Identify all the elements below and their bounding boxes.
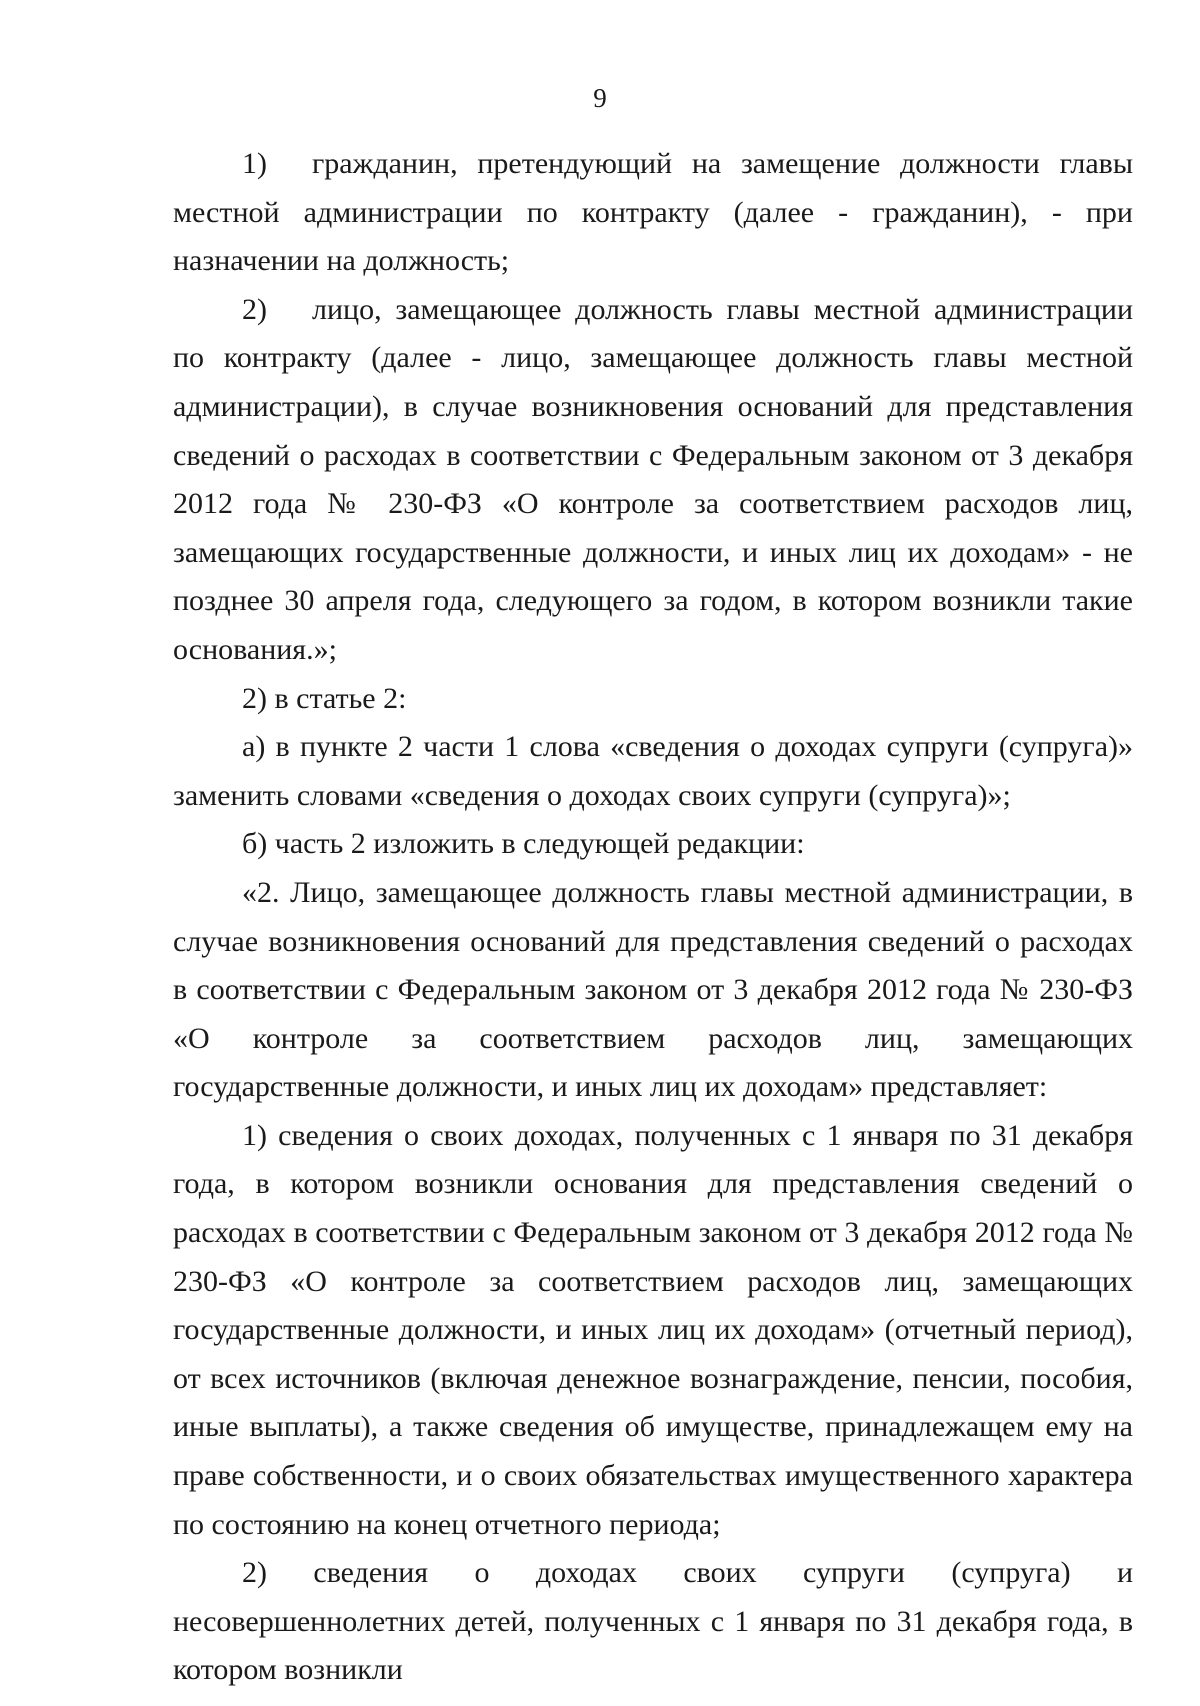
paragraph-item-1-citizen: 1) гражданин, претендующий на замещение должности главы местной администрации по контракту (далее - гражданин), - при назначении на должность; — [173, 147, 1133, 278]
paragraph-item-2-person: 2) лицо, замещающее должность главы местной администрации по контракту (далее - лицо, замещающее должность главы местной администрации), в случае возникновения оснований для представления сведений о расходах в соответствии с Федеральным законом от 3 декабря 2012 года № 230-ФЗ «О контроле за соответствием расходов лиц, замещающих государственные должности, и иных лиц их доходам» - не позднее 30 апреля года, следующего за годом, в котором возникли такие основания.»; — [173, 292, 1133, 666]
paragraph-subitem-a: а) в пункте 2 части 1 слова «сведения о доходах супруги (супруга)» заменить словами «сведения о доходах своих супруги (супруга)»; — [173, 730, 1133, 812]
paragraph-spouse-income-info: 2) сведения о доходах своих супруги (супруга) и несовершеннолетних детей, полученных с 1 января по 31 декабря года, в котором возникли — [173, 1556, 1133, 1687]
paragraph-part-2-text: «2. Лицо, замещающее должность главы местной администрации, в случае возникновения оснований для представления сведений о расходах в соответствии с Федеральным законом от 3 декабря 2012 года № 230-ФЗ «О контроле за соответствием расходов лиц, замещающих государственные должности, и иных лиц их доходам» представляет: — [173, 875, 1133, 1104]
paragraph-income-info: 1) сведения о своих доходах, полученных с 1 января по 31 декабря года, в котором возникли основания для представления сведений о расходах в соответствии с Федеральным законом от 3 декабря 2012 года № 230-ФЗ «О контроле за соответствием расходов лиц, замещающих государственные должности, и иных лиц их доходам» (отчетный период), от всех источников (включая денежное вознаграждение, пенсии, пособия, иные выплаты), а также сведения об имуществе, принадлежащем ему на праве собственности, и о своих обязательствах имущественного характера по состоянию на конец отчетного периода; — [173, 1118, 1133, 1541]
paragraph-article-2: 2) в статье 2: — [242, 681, 407, 715]
page-number: 9 — [593, 83, 607, 113]
paragraph-subitem-b: б) часть 2 изложить в следующей редакции: — [242, 827, 805, 861]
document-body — [173, 140, 1133, 1695]
